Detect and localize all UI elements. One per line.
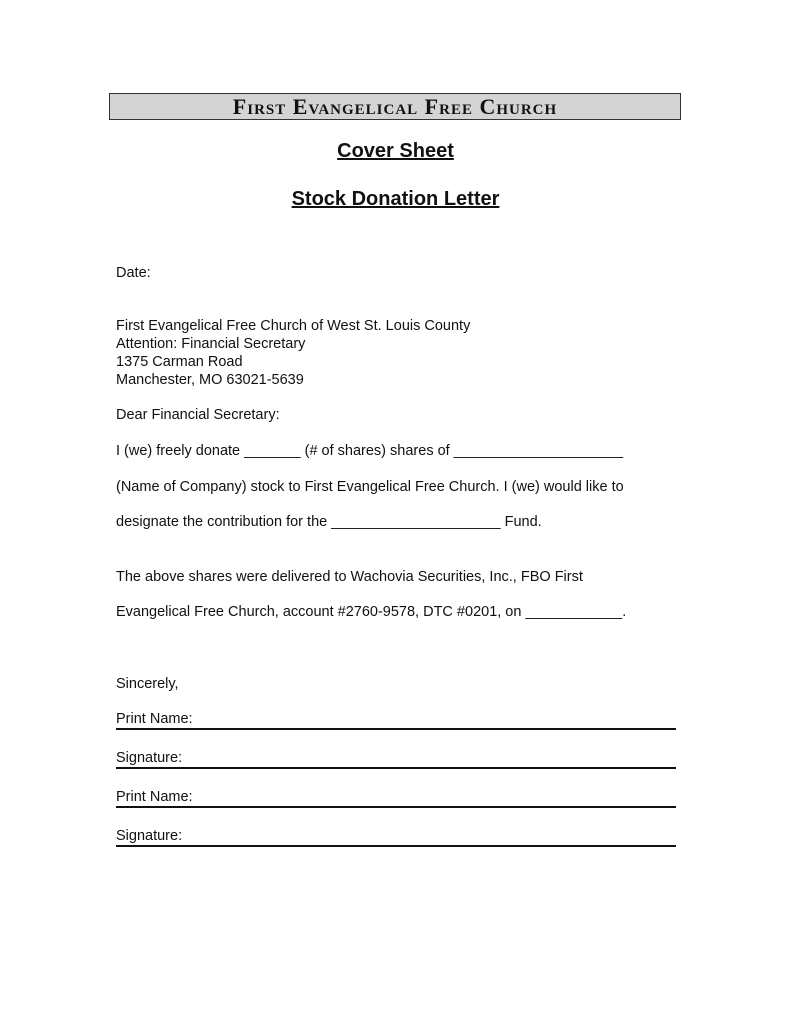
address-line: Manchester, MO 63021-5639 xyxy=(116,372,304,388)
signature-line[interactable] xyxy=(116,749,676,769)
print-name-line[interactable] xyxy=(116,788,676,808)
date-label: Date: xyxy=(116,265,151,281)
church-header-box xyxy=(109,93,681,120)
church-name-title: First Evangelical Free Church xyxy=(232,93,558,119)
signature-line[interactable] xyxy=(116,827,676,847)
signature-label: Signature: xyxy=(116,750,183,766)
print-name-label: Print Name: xyxy=(116,711,193,727)
salutation: Dear Financial Secretary: xyxy=(116,407,280,423)
body-line: (Name of Company) stock to First Evangelical Free Church. I (we) would like to xyxy=(116,479,624,495)
body-line: Evangelical Free Church, account #2760-9578, DTC #0201, on ____________. xyxy=(116,604,627,620)
print-name-line[interactable] xyxy=(116,710,676,730)
closing: Sincerely, xyxy=(116,676,179,692)
cover-sheet-heading: Cover Sheet xyxy=(337,140,454,162)
body-line: The above shares were delivered to Wachovia Securities, Inc., FBO First xyxy=(116,569,583,585)
body-line: designate the contribution for the _____________________ Fund. xyxy=(116,514,542,530)
stock-donation-letter-heading: Stock Donation Letter xyxy=(291,188,500,210)
address-line: 1375 Carman Road xyxy=(116,354,243,370)
address-line: First Evangelical Free Church of West St. Louis County xyxy=(116,318,471,334)
signature-label: Signature: xyxy=(116,828,183,844)
body-line: I (we) freely donate _______ (# of shares) shares of _____________________ xyxy=(116,443,624,459)
address-line: Attention: Financial Secretary xyxy=(116,336,306,352)
print-name-label: Print Name: xyxy=(116,789,193,805)
